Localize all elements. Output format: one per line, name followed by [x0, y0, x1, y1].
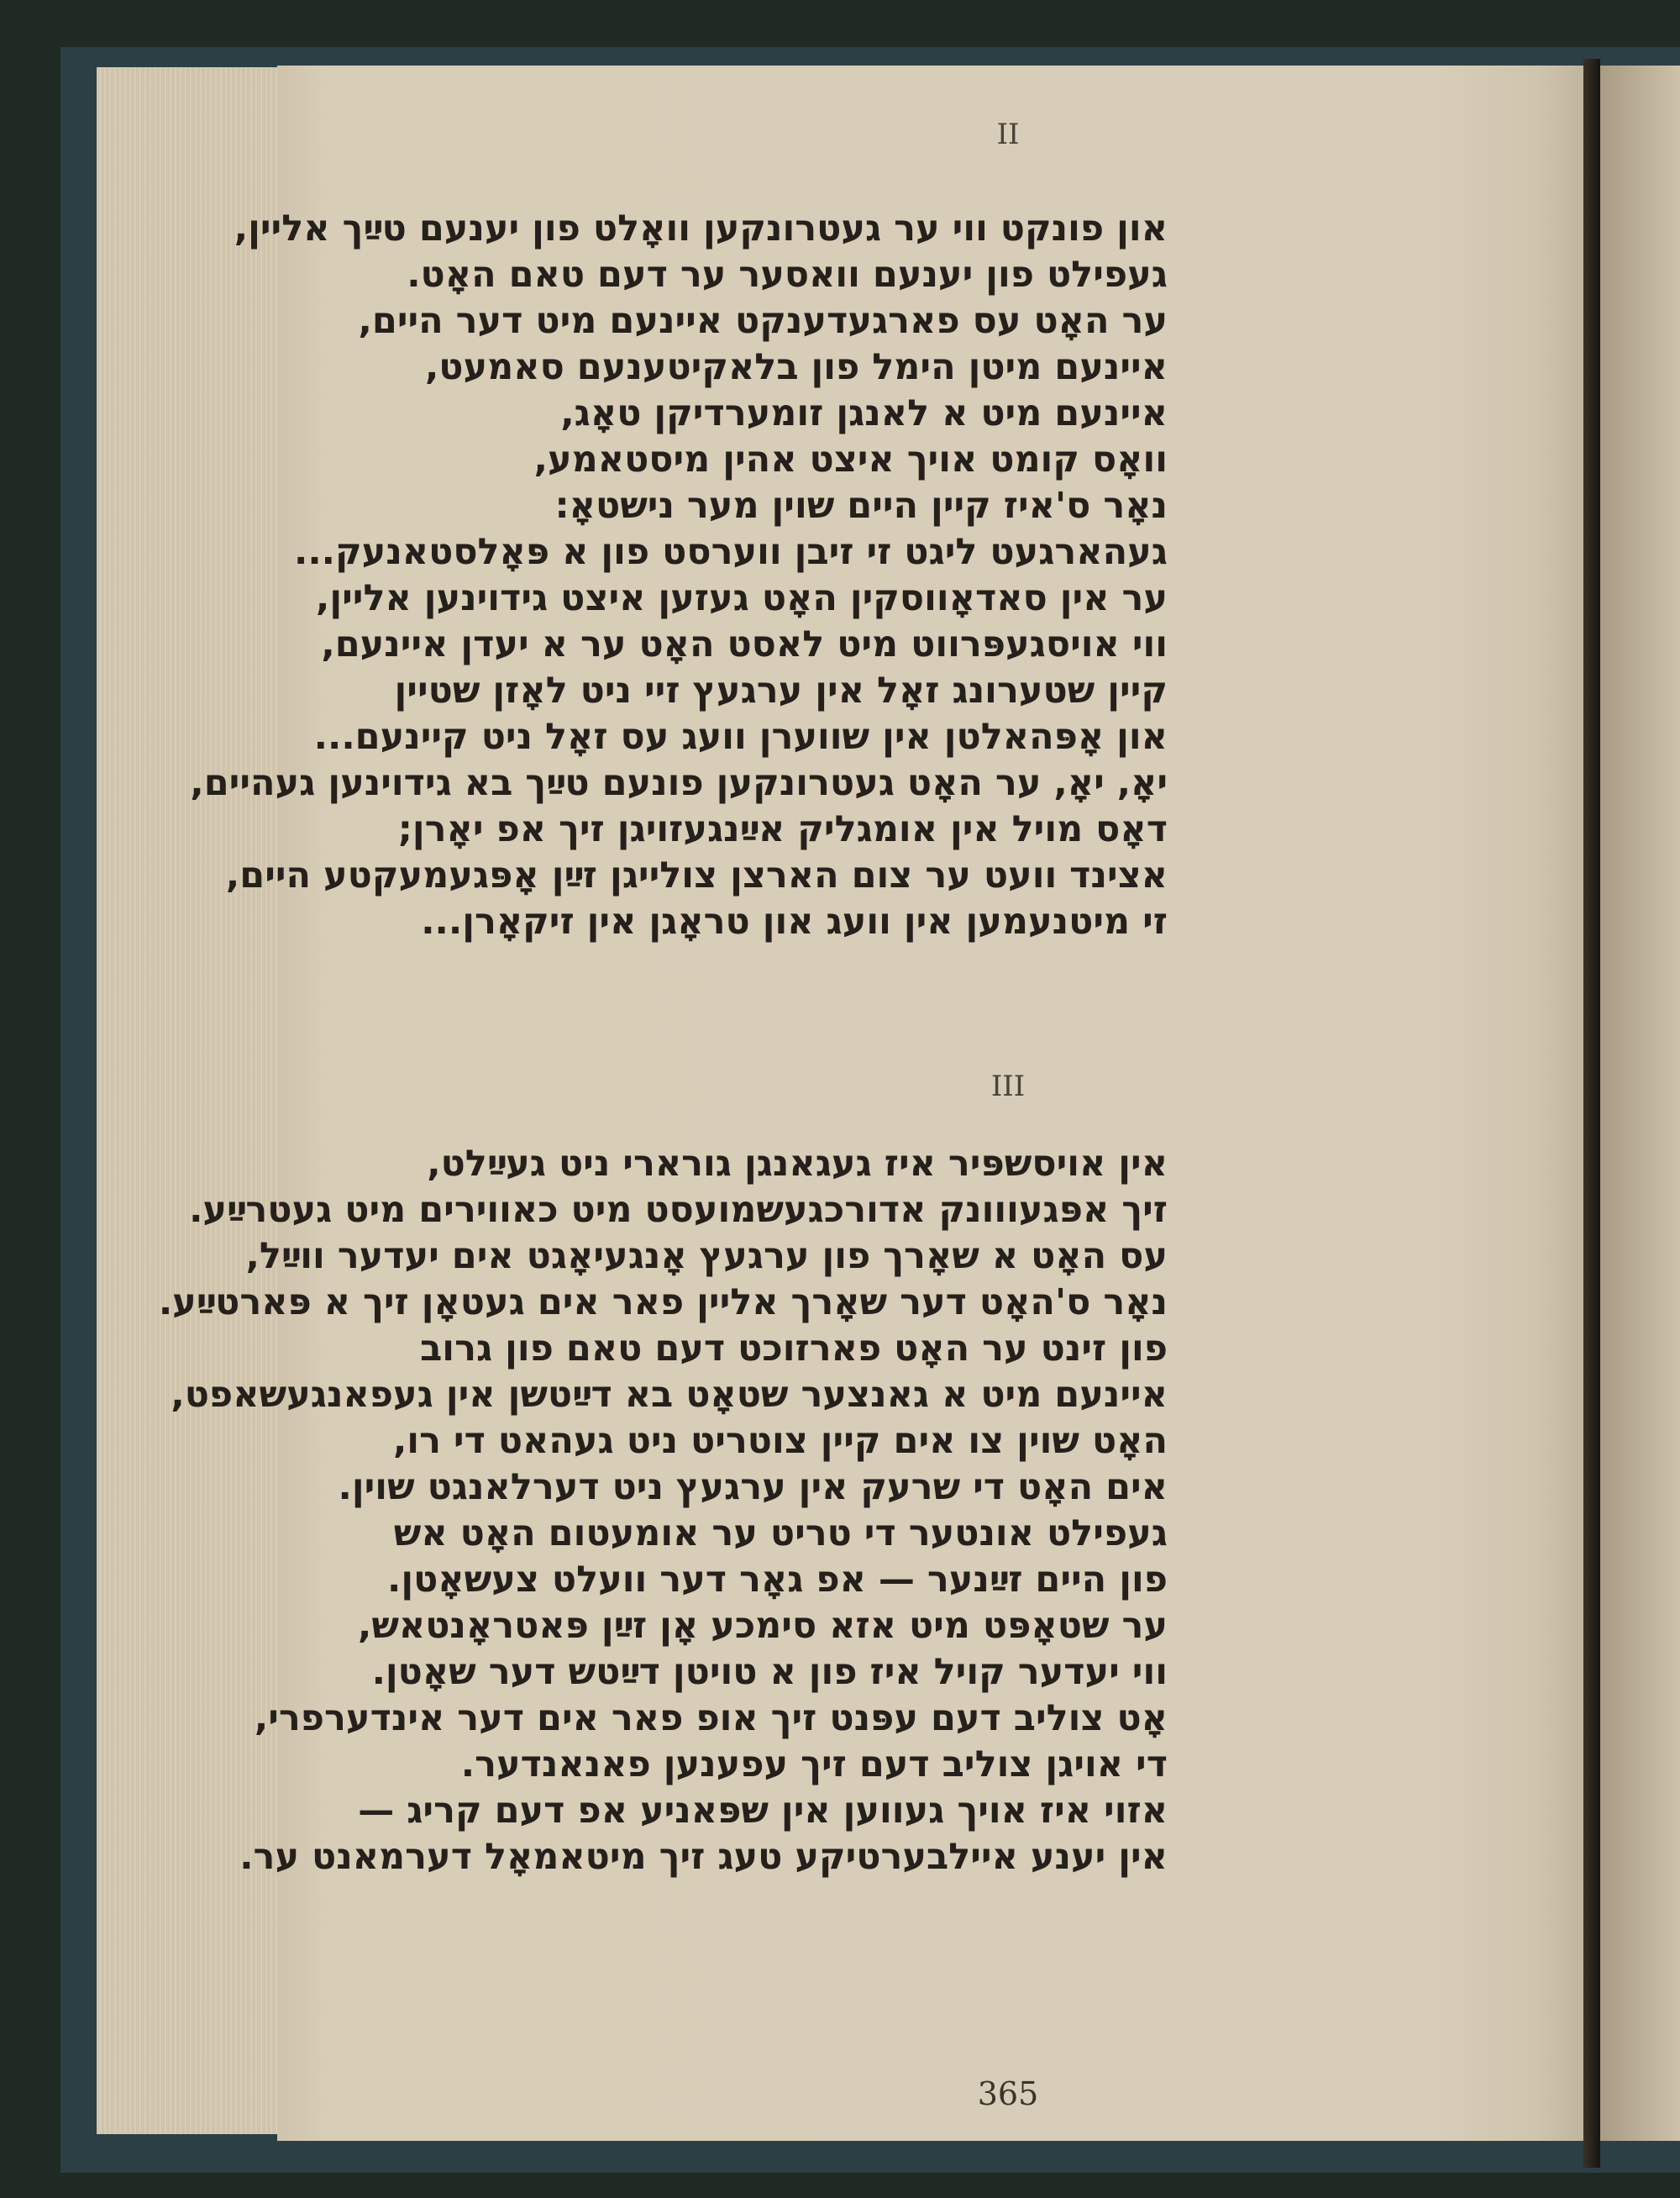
text-line: אצינד וועט ער צום הארצן צולייגן זײַן אָפּגעמעקטע היים,	[225, 854, 1168, 897]
section-3-text	[76, 1141, 1168, 1880]
text-line: יאָ, יאָ, ער האָט געטרונקען פונעם טײַך בא גידוינען געהיים,	[190, 762, 1168, 804]
section-2-text	[76, 206, 1168, 945]
text-line: קיין שטערונג זאָל אין ערגעץ זיי ניט לאָזן שטיין	[394, 670, 1168, 712]
text-line: און אָפּהאלטן אין שווערן וועג עס זאָל ניט קיינעם...	[313, 716, 1168, 758]
text-line: און פונקט ווי ער געטרונקען וואָלט פון יענעם טײַך אליין,	[234, 208, 1168, 250]
text-line: זיך אפּגעווונק אדורכגעשמועסט מיט כאווירים מיט געטרײַע.	[189, 1189, 1168, 1231]
section-number-2: II	[996, 118, 1020, 151]
text-line: די אויגן צוליב דעם זיך עפענען פאנאנדער.	[460, 1743, 1168, 1785]
text-line: ווי אויסגעפּרווט מיט לאסט האָט ער א יעדן איינעם,	[321, 623, 1168, 665]
text-line: נאָר ס'איז קיין היים שוין מער נישטאָ:	[554, 485, 1168, 527]
text-line: אָט צוליב דעם עפּנט זיך אופ פאר אים דער אינדערפרי,	[254, 1697, 1168, 1739]
text-line: אין אויסשפּיר איז געגאנגן גורארי ניט געײַלט,	[427, 1143, 1168, 1185]
text-line: אים האָט די שרעק אין ערגעץ ניט דערלאנגט שוין.	[338, 1466, 1168, 1508]
text-line: איינעם מיטן הימל פון בלאקיטענעם סאמעט,	[424, 346, 1168, 388]
text-line: איינעם מיט א גאנצער שטאָט בא דײַטשן אין געפאנגעשאפט,	[171, 1374, 1168, 1416]
text-line: געפילט פון יענעם וואסער ער דעם טאם האָט.	[407, 254, 1168, 296]
text-line: געפילט אונטער די טריט ער אומעטום האָט אש	[393, 1512, 1168, 1554]
text-line: איינעם מיט א לאנגן זומערדיקן טאָג,	[560, 392, 1168, 434]
text-line: ער שטאָפּט מיט אזא סימכע אָן זײַן פּאטראָנטאש,	[357, 1605, 1168, 1647]
book-gutter	[1583, 59, 1600, 2168]
text-line: דאָס מויל אין אומגליק אײַנגעזויגן זיך אפ יאָרן;	[397, 808, 1168, 850]
text-line: געהארגעט ליגט זי זיבן ווערסט פון א פּאָלסטאנעק...	[294, 531, 1168, 573]
text-line: אין יענע איילבערטיקע טעג זיך מיטאמאָל דערמאנט ער.	[239, 1836, 1168, 1878]
text-line: פון זינט ער האָט פארזוכט דעם טאם פון גרוב	[420, 1328, 1168, 1370]
text-line: אזוי איז אויך געווען אין שפּאניע אפ דעם קריג —	[358, 1790, 1168, 1832]
text-line: האָט שוין צו אים קיין צוטריט ניט געהאט די רו,	[392, 1420, 1168, 1462]
text-line: זי מיטנעמען אין וועג און טראָגן אין זיקאָרן...	[421, 901, 1168, 943]
text-line: ער אין סאדאָווסקין האָט געזען איצט גידוינען אליין,	[316, 577, 1168, 619]
text-line: נאָר ס'האָט דער שאָרך אליין פאר אים געטאָן זיך א פּארטײַע.	[158, 1281, 1168, 1323]
text-line: פון היים זײַנער — אפ גאָר דער וועלט צעשאָטן.	[386, 1559, 1168, 1601]
page-number: 365	[977, 2075, 1039, 2112]
text-line: ווי יעדער קויל איז פון א טויטן דײַטש דער שאָטן.	[371, 1651, 1168, 1693]
text-line: ער האָט עס פארגעדענקט איינעם מיט דער היים,	[358, 300, 1168, 342]
text-line: עס האָט א שאָרך פון ערגעץ אָנגעיאָגט אים יעדער ווײַל,	[245, 1235, 1168, 1277]
facing-page-edge	[1600, 66, 1680, 2141]
section-number-3: III	[990, 1070, 1026, 1103]
text-line: וואָס קומט אויך איצט אהין מיסטאמע,	[533, 439, 1168, 481]
